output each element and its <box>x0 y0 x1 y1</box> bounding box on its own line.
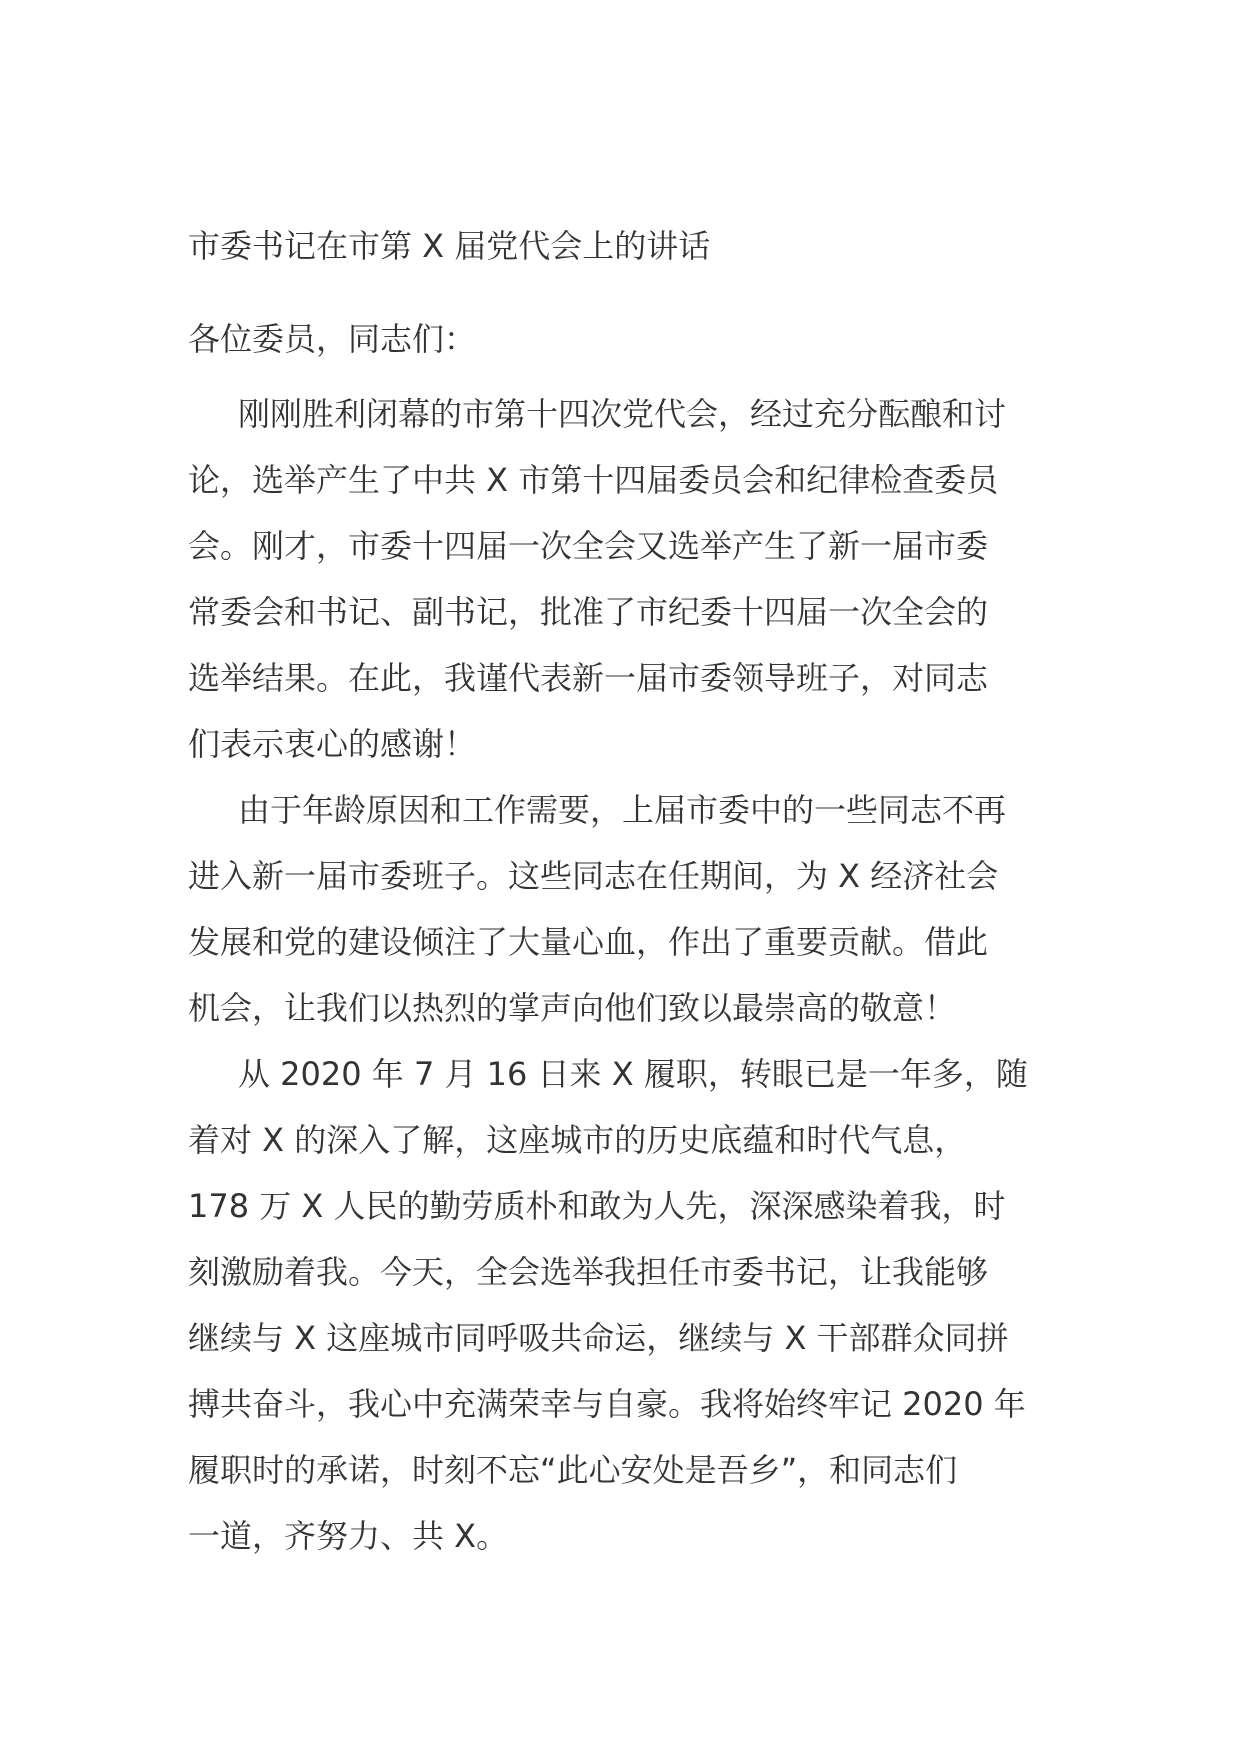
paragraph-line: 会。刚才，市委十四届一次全会又选举产生了新一届市委 <box>188 527 989 565</box>
paragraph-line: 刻激励着我。今天，全会选举我担任市委书记，让我能够 <box>188 1253 989 1291</box>
paragraph-line: 一道，齐努力、共 X。 <box>188 1517 509 1555</box>
paragraph-line: 选举结果。在此，我谨代表新一届市委领导班子，对同志 <box>188 659 989 697</box>
paragraph-line: 搏共奋斗，我心中充满荣幸与自豪。我将始终牢记 2020 年 <box>188 1385 1026 1423</box>
document-body <box>188 381 1068 1569</box>
paragraph-line: 着对 X 的深入了解，这座城市的历史底蕴和时代气息， <box>188 1121 967 1159</box>
paragraph-line: 178 万 X 人民的勤劳质朴和敢为人先，深深感染着我，时 <box>188 1187 1006 1225</box>
paragraph-line: 由于年龄原因和工作需要，上届市委中的一些同志不再 <box>238 791 1007 829</box>
document-title: 市委书记在市第 X 届党代会上的讲话 <box>188 227 711 265</box>
paragraph-line: 常委会和书记、副书记，批准了市纪委十四届一次全会的 <box>188 593 989 631</box>
paragraph-line: 继续与 X 这座城市同呼吸共命运，继续与 X 干部群众同拼 <box>188 1319 1009 1357</box>
greeting-line: 各位委员，同志们： <box>188 320 477 358</box>
paragraph-line: 发展和党的建设倾注了大量心血，作出了重要贡献。借此 <box>188 923 989 961</box>
paragraph-line: 论，选举产生了中共 X 市第十四届委员会和纪律检查委员 <box>188 461 999 499</box>
paragraph-line: 履职时的承诺，时刻不忘“此心安处是吾乡”，和同志们 <box>188 1451 958 1489</box>
paragraph-line: 进入新一届市委班子。这些同志在任期间，为 X 经济社会 <box>188 857 999 895</box>
paragraph-line: 机会，让我们以热烈的掌声向他们致以最崇高的敬意！ <box>188 989 957 1027</box>
paragraph-line: 刚刚胜利闭幕的市第十四次党代会，经过充分酝酿和讨 <box>238 395 1007 433</box>
paragraph-line: 从 2020 年 7 月 16 日来 X 履职，转眼已是一年多，随 <box>238 1055 1028 1093</box>
paragraph-line: 们表示衷心的感谢！ <box>188 725 477 763</box>
